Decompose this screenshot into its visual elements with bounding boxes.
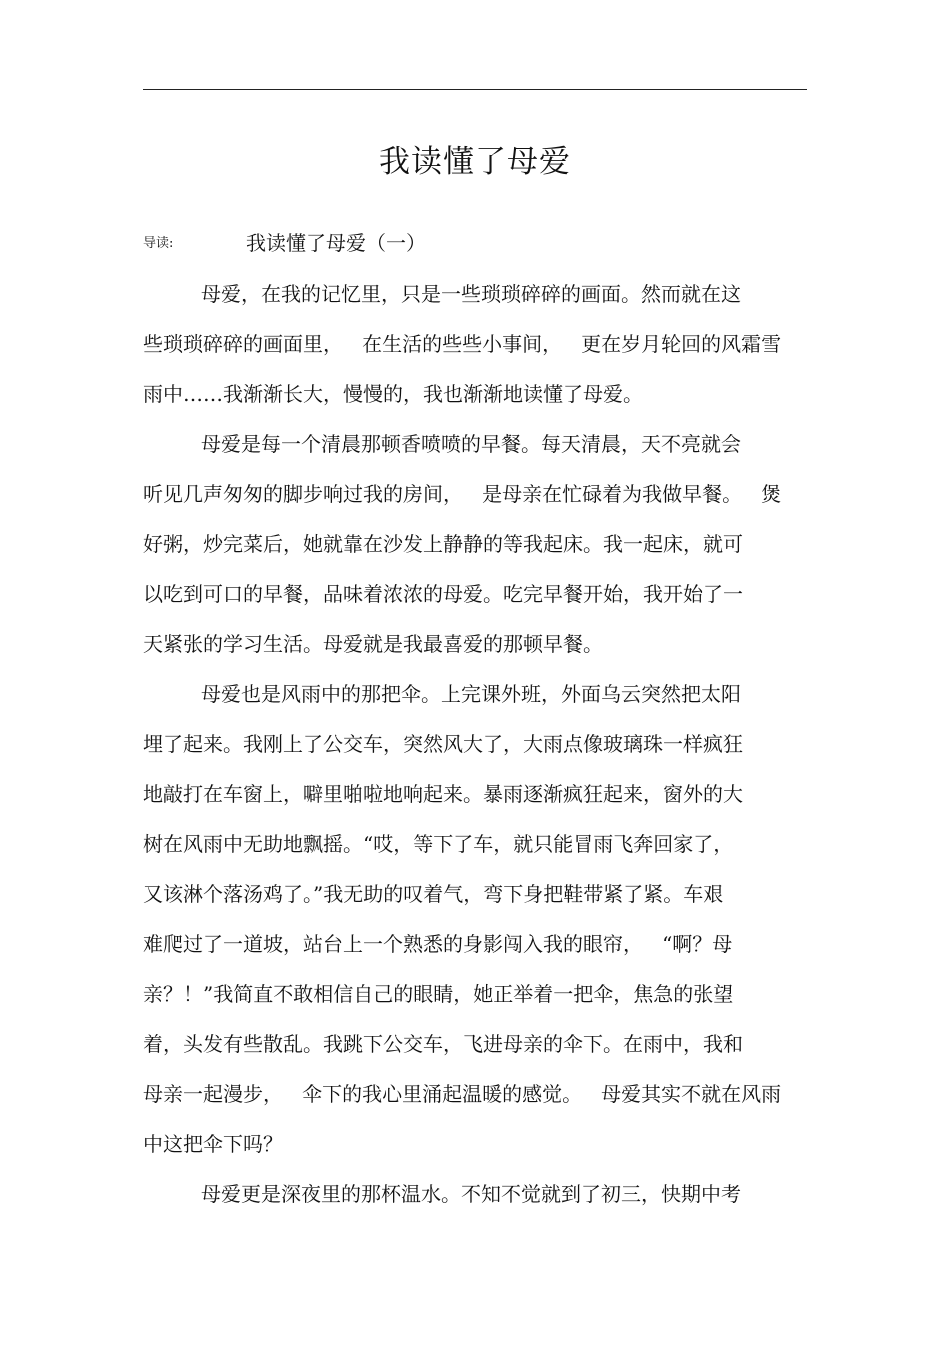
body-line: 中这把伞下吗？ <box>143 1132 283 1156</box>
body-line: 树在风雨中无助地飘摇。“哎，等下了车，就只能冒雨飞奔回家了， <box>143 832 734 856</box>
body-line: 难爬过了一道坡，站台上一个熟悉的身影闯入我的眼帘， “啊？母 <box>143 932 733 956</box>
intro-subtitle: 我读懂了母爱（一） <box>246 231 426 255</box>
intro-row <box>143 228 807 258</box>
body-line: 母爱是每一个清晨那顿香喷喷的早餐。每天清晨，天不亮就会 <box>201 432 741 456</box>
body-line: 地敲打在车窗上，噼里啪啦地响起来。暴雨逐渐疯狂起来，窗外的大 <box>143 782 743 806</box>
header-rule <box>143 89 807 90</box>
body-line: 以吃到可口的早餐，品味着浓浓的母爱。吃完早餐开始，我开始了一 <box>143 582 743 606</box>
body-line: 听见几声匆匆的脚步响过我的房间， 是母亲在忙碌着为我做早餐。 煲 <box>143 482 782 506</box>
body-line: 些琐琐碎碎的画面里， 在生活的些些小事间， 更在岁月轮回的风霜雪 <box>143 332 782 356</box>
body-line: 母爱更是深夜里的那杯温水。不知不觉就到了初三，快期中考 <box>201 1182 741 1206</box>
body-line: 着，头发有些散乱。我跳下公交车，飞进母亲的伞下。在雨中，我和 <box>143 1032 743 1056</box>
body-line: 天紧张的学习生活。母爱就是我最喜爱的那顿早餐。 <box>143 632 603 656</box>
body-line: 母爱，在我的记忆里，只是一些琐琐碎碎的画面。然而就在这 <box>201 282 741 306</box>
intro-label: 导读: <box>143 236 174 251</box>
body-line: 又该淋个落汤鸡了。”我无助的叹着气，弯下身把鞋带紧了紧。车艰 <box>143 882 724 906</box>
body-line: 好粥，炒完菜后，她就靠在沙发上静静的等我起床。我一起床，就可 <box>143 532 743 556</box>
body-line: 亲？！”我简直不敢相信自己的眼睛，她正举着一把伞，焦急的张望 <box>143 982 734 1006</box>
body-line: 埋了起来。我刚上了公交车，突然风大了，大雨点像玻璃珠一样疯狂 <box>143 732 743 756</box>
body-line: 母亲一起漫步， 伞下的我心里涌起温暖的感觉。 母爱其实不就在风雨 <box>143 1082 782 1106</box>
body-line: 母爱也是风雨中的那把伞。上完课外班，外面乌云突然把太阳 <box>201 682 741 706</box>
body-line: 雨中……我渐渐长大，慢慢的，我也渐渐地读懂了母爱。 <box>143 382 643 406</box>
document-title: 我读懂了母爱 <box>379 144 571 180</box>
